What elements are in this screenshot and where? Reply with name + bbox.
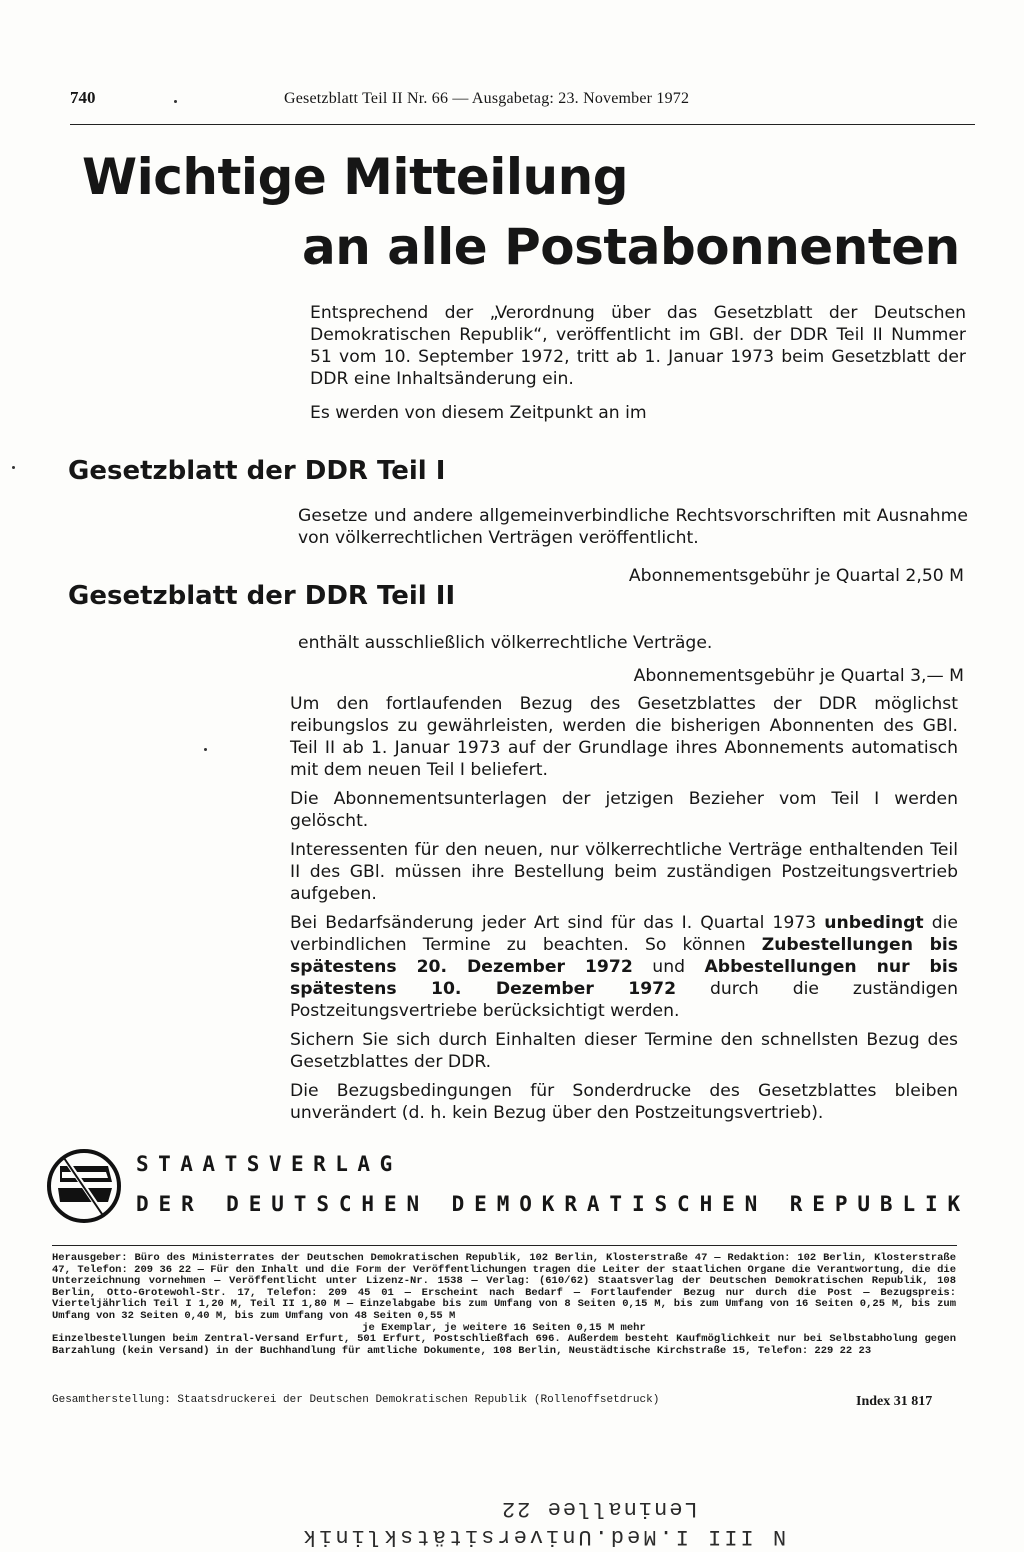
intro-paragraph-2: Es werden von diesem Zeitpunkt an im — [310, 403, 647, 423]
details-paragraph-1: Um den fortlaufenden Bezug des Gesetzblattes der DDR möglichst reibungslos zu gewährleisten, werden die bisherigen Abonnenten des GBl. Teil II ab 1. Januar 1973 auf der Grundlage ihres Abonnements automatisch mit dem neuen Teil I beliefert. — [290, 694, 958, 780]
teil-2-description: enthält ausschließlich völkerrechtliche Verträge. — [298, 633, 713, 653]
impressum-main: Herausgeber: Büro des Ministerrates der Deutschen Demokratischen Republik, 102 Berlin, Klosterstraße 47 — Redaktion: 102 Berlin, Klosterstraße 47, Telefon: 209 36 22 — Für den Inhalt und die Form der Veröffentlichungen tragen die Leiter der staatlichen Organe die Verantwortung, die die Unterzeichnung vornehmen — Veröffentlicht unter Lizenz-Nr. 1538 — Verlag: (610/62) Staatsverlag der Deutschen Demokratischen Republik, 108 Berlin, Otto-Grotewohl-Str. 17, Telefon: 209 45 01 — Erscheint nach Bedarf — Fortlaufender Bezug nur durch die Post — Bezugspreis: Vierteljährlich Teil I 1,20 M, Teil II 1,80 M — Einzelabgabe bis zum Umfang von 8 Seiten 0,15 M, bis zum Umfang von 16 Seiten 0,25 M, bis zum Umfang von 32 Seiten 0,40 M, bis zum Umfang von 48 Seiten 0,55 M — [52, 1252, 956, 1322]
p4-bold-zubestellungen: Zubestellungen bis spätestens 20. Dezember 1972 — [290, 935, 959, 977]
impressum-extra-pages: je Exemplar, je weitere 16 Seiten 0,15 M mehr — [362, 1321, 646, 1334]
production-note: Gesamtherstellung: Staatsdruckerei der Deutschen Demokratischen Republik (Rollenoffsetdruck) — [52, 1394, 660, 1406]
library-stamp-line-1: Leninallee 22 — [500, 1496, 698, 1521]
teil-1-fee: Abonnementsgebühr je Quartal 2,50 M — [628, 566, 964, 586]
details-text — [290, 693, 958, 1124]
impressum-orders: Einzelbestellungen beim Zentral-Versand Erfurt, 501 Erfurt, Postschließfach 696. Außerdem besteht Kaufmöglichkeit nur bei Selbstabholung gegen Barzahlung (kein Versand) in der Buchhandlung für amtliche Dokumente, 108 Berlin, Neustädtische Kirchstraße 15, Telefon: 229 22 23 — [52, 1333, 956, 1357]
intro-text — [310, 302, 966, 424]
library-stamp-line-2: N III I.Med.Universitätsklinik — [300, 1524, 787, 1549]
details-paragraph-5: Sichern Sie sich durch Einhalten dieser Termine den schnellsten Bezug des Gesetzblattes der DDR. — [290, 1030, 958, 1072]
index-number: Index 31 817 — [856, 1394, 933, 1409]
teil-1-description: Gesetze und andere allgemeinverbindliche Rechtsvorschriften mit Ausnahme von völkerrechtlichen Verträgen veröffentlicht. — [298, 506, 968, 548]
running-title: Gesetzblatt Teil II Nr. 66 — Ausgabetag: 23. November 1972 — [284, 90, 690, 107]
footer-rule — [52, 1245, 957, 1246]
details-paragraph-2: Die Abonnementsunterlagen der jetzigen Bezieher vom Teil I werden gelöscht. — [290, 789, 958, 831]
heading-teil-1: Gesetzblatt der DDR Teil I — [68, 456, 446, 486]
page-number: 740 — [70, 88, 96, 107]
teil-2-fee: Abonnementsgebühr je Quartal 3,— M — [633, 666, 964, 686]
intro-paragraph-1: Entsprechend der „Verordnung über das Gesetzblatt der Deutschen Demokratischen Republik“, veröffentlicht im GBl. der DDR Teil II Nummer 51 vom 10. September 1972, tritt ab 1. Januar 1973 beim Gesetzblatt der DDR eine Inhaltsänderung ein. — [310, 303, 966, 389]
publisher-name-line-2: DER DEUTSCHEN DEMOKRATISCHEN REPUBLIK — [136, 1192, 971, 1216]
print-speck — [12, 466, 15, 469]
details-paragraph-6: Die Bezugsbedingungen für Sonderdrucke des Gesetzblattes bleiben unverändert (d. h. kein Bezug über den Postzeitungsvertrieb). — [290, 1081, 958, 1123]
notice-title-line-1: Wichtige Mitteilung — [82, 148, 629, 206]
p4-text-e: und — [652, 957, 685, 977]
notice-title-line-2: an alle Postabonnenten — [302, 218, 960, 276]
details-paragraph-3: Interessenten für den neuen, nur völkerrechtliche Verträge enthaltenden Teil II des GBl. müssen ihre Bestellung beim zuständigen Postzeitungsvertrieb aufgeben. — [290, 840, 958, 904]
details-paragraph-4 — [290, 912, 958, 1022]
print-speck — [174, 100, 177, 103]
p4-bold-abbestellungen: Abbestellungen nur bis spätestens 10. Dezember 1972 — [290, 957, 958, 999]
print-speck — [204, 748, 207, 751]
p4-text-c: die verbindlichen Termine zu beachten. So können — [290, 913, 959, 955]
p4-text-a: Bei Bedarfsänderung jeder Art sind für das I. Quartal 1973 — [290, 913, 817, 933]
page-header — [70, 88, 975, 112]
publisher-name-line-1: STAATSVERLAG — [136, 1152, 402, 1176]
header-rule — [70, 124, 975, 125]
p4-text-g: durch die zuständigen Postzeitungsvertriebe berücksichtigt werden. — [290, 979, 958, 1021]
staatsverlag-logo-icon — [46, 1148, 122, 1224]
heading-teil-2: Gesetzblatt der DDR Teil II — [68, 581, 456, 611]
p4-bold-unbedingt: unbedingt — [824, 913, 924, 933]
impressum — [52, 1253, 956, 1357]
